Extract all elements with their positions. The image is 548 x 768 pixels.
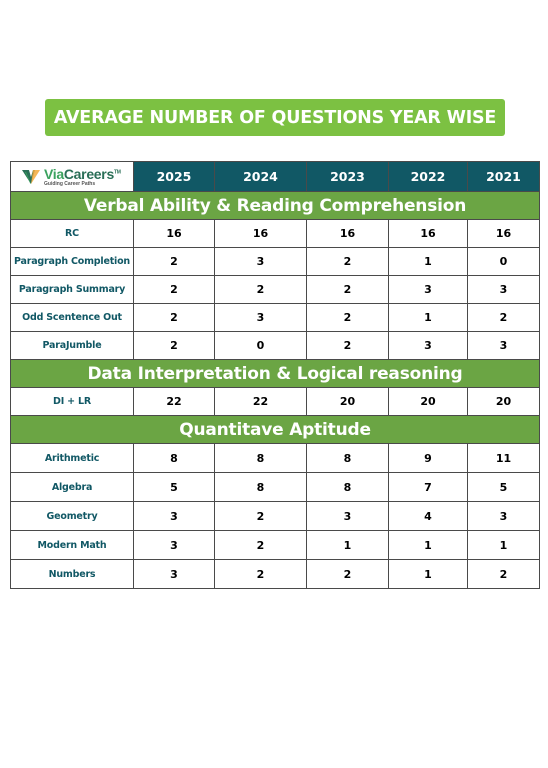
table-row [11, 276, 540, 304]
value-cell: 22 [134, 388, 215, 416]
value-cell: 5 [468, 473, 540, 502]
row-label: Odd Scentence Out [11, 304, 134, 332]
row-label: Geometry [11, 502, 134, 531]
table-row [11, 304, 540, 332]
value-cell: 2 [134, 332, 215, 360]
table-row [11, 473, 540, 502]
value-cell: 20 [389, 388, 468, 416]
value-cell: 3 [389, 332, 468, 360]
row-label: Arithmetic [11, 444, 134, 473]
value-cell: 8 [307, 473, 389, 502]
value-cell: 2 [134, 248, 215, 276]
value-cell: 2 [134, 304, 215, 332]
year-header: 2025 [134, 162, 215, 192]
value-cell: 3 [215, 248, 307, 276]
value-cell: 7 [389, 473, 468, 502]
value-cell: 3 [134, 531, 215, 560]
value-cell: 16 [307, 220, 389, 248]
table-header-row [11, 162, 540, 192]
year-header: 2022 [389, 162, 468, 192]
row-label: Algebra [11, 473, 134, 502]
value-cell: 1 [389, 531, 468, 560]
value-cell: 2 [134, 276, 215, 304]
value-cell: 3 [215, 304, 307, 332]
section-title: Quantitave Aptitude [11, 416, 540, 444]
value-cell: 8 [134, 444, 215, 473]
year-header: 2024 [215, 162, 307, 192]
section-header-row [11, 416, 540, 444]
value-cell: 2 [215, 502, 307, 531]
section-title: Verbal Ability & Reading Comprehension [11, 192, 540, 220]
row-label: ParaJumble [11, 332, 134, 360]
table-row [11, 560, 540, 589]
table-row [11, 332, 540, 360]
row-label: DI + LR [11, 388, 134, 416]
row-label: Paragraph Completion [11, 248, 134, 276]
value-cell: 8 [307, 444, 389, 473]
year-header: 2023 [307, 162, 389, 192]
section-title: Data Interpretation & Logical reasoning [11, 360, 540, 388]
questions-table [10, 161, 540, 589]
value-cell: 4 [389, 502, 468, 531]
value-cell: 16 [468, 220, 540, 248]
value-cell: 3 [389, 276, 468, 304]
row-label: Modern Math [11, 531, 134, 560]
value-cell: 16 [134, 220, 215, 248]
section-header-row [11, 192, 540, 220]
value-cell: 2 [307, 248, 389, 276]
viacareers-logo-icon [21, 167, 41, 187]
logo-tagline: Guiding Career Paths [44, 180, 96, 187]
page-title-banner: AVERAGE NUMBER OF QUESTIONS YEAR WISE [45, 99, 505, 136]
value-cell: 3 [307, 502, 389, 531]
value-cell: 1 [389, 304, 468, 332]
value-cell: 11 [468, 444, 540, 473]
value-cell: 3 [468, 276, 540, 304]
value-cell: 2 [307, 304, 389, 332]
value-cell: 22 [215, 388, 307, 416]
value-cell: 16 [389, 220, 468, 248]
table-row [11, 388, 540, 416]
value-cell: 3 [468, 502, 540, 531]
value-cell: 0 [215, 332, 307, 360]
row-label: Paragraph Summary [11, 276, 134, 304]
logo-cell [11, 162, 134, 192]
row-label: Numbers [11, 560, 134, 589]
table-row [11, 502, 540, 531]
value-cell: 20 [307, 388, 389, 416]
value-cell: 2 [468, 560, 540, 589]
value-cell: 5 [134, 473, 215, 502]
table-row [11, 248, 540, 276]
value-cell: 8 [215, 473, 307, 502]
value-cell: 2 [215, 560, 307, 589]
value-cell: 3 [468, 332, 540, 360]
table-row [11, 220, 540, 248]
row-label: RC [11, 220, 134, 248]
value-cell: 16 [215, 220, 307, 248]
value-cell: 1 [389, 248, 468, 276]
value-cell: 2 [307, 560, 389, 589]
viacareers-logo [11, 163, 133, 191]
value-cell: 2 [468, 304, 540, 332]
value-cell: 0 [468, 248, 540, 276]
value-cell: 2 [215, 531, 307, 560]
value-cell: 3 [134, 560, 215, 589]
value-cell: 2 [307, 276, 389, 304]
value-cell: 8 [215, 444, 307, 473]
value-cell: 9 [389, 444, 468, 473]
value-cell: 2 [215, 276, 307, 304]
table-row [11, 531, 540, 560]
section-header-row [11, 360, 540, 388]
value-cell: 3 [134, 502, 215, 531]
logo-name: ViaCareers™ [44, 165, 121, 182]
value-cell: 1 [468, 531, 540, 560]
value-cell: 1 [307, 531, 389, 560]
table-row [11, 444, 540, 473]
year-header: 2021 [468, 162, 540, 192]
value-cell: 1 [389, 560, 468, 589]
value-cell: 20 [468, 388, 540, 416]
value-cell: 2 [307, 332, 389, 360]
